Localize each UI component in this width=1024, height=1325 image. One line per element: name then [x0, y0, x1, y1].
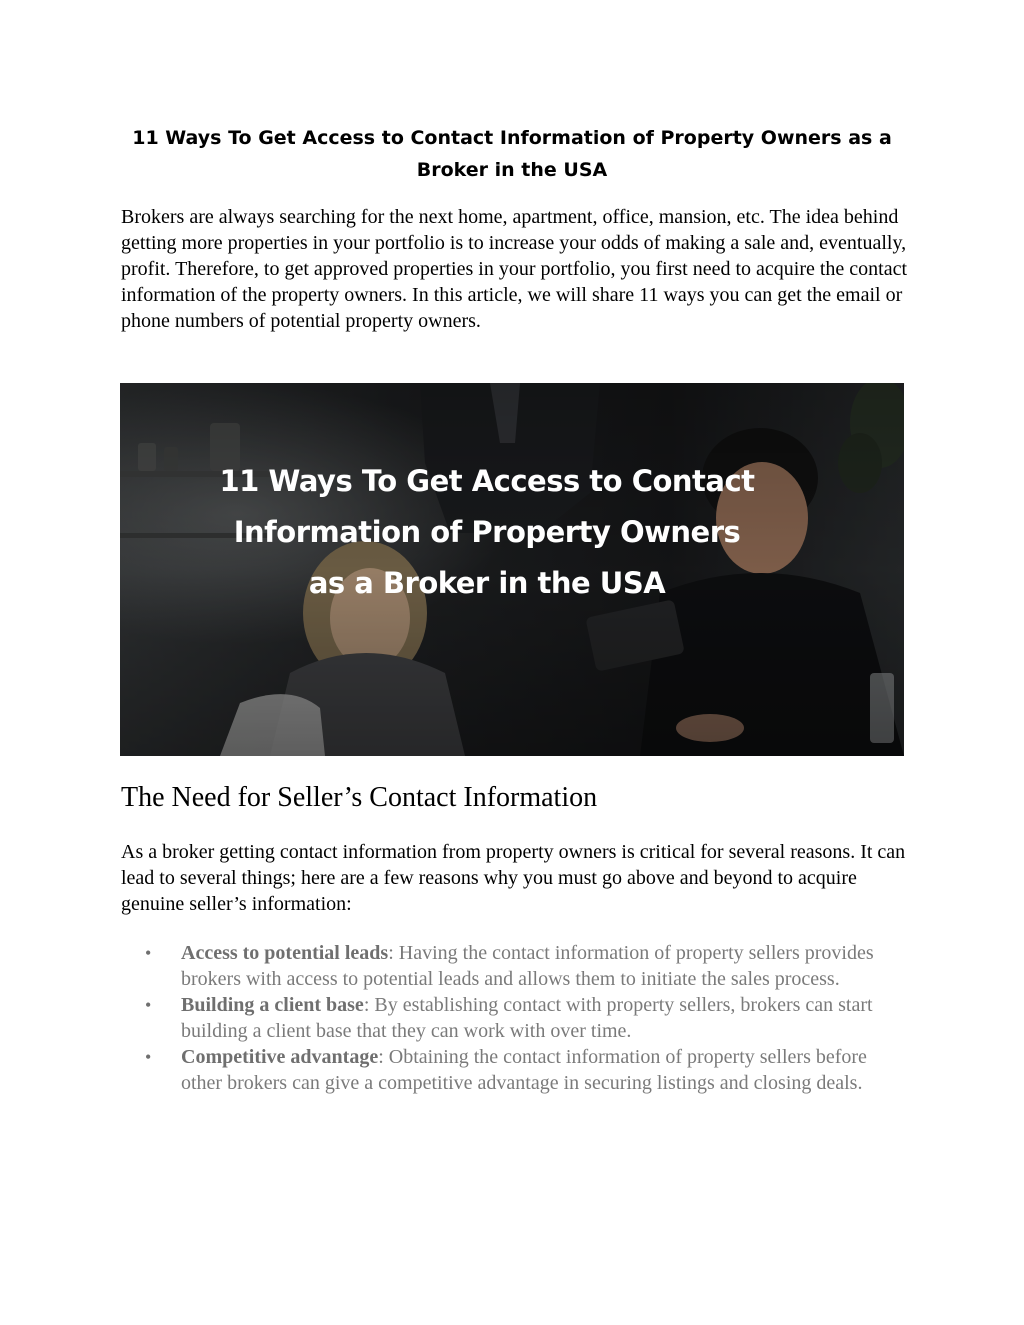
hero-image	[120, 383, 904, 756]
bullet-icon: •	[145, 943, 152, 963]
reason-text: : Having the contact information of property sellers provides brokers with access to potential leads and allows them to initiate the sales process.	[181, 942, 874, 990]
reasons-list	[121, 940, 911, 1096]
intro-paragraph: Brokers are always searching for the next home, apartment, office, mansion, etc. The idea behind getting more properties in your portfolio is to increase your odds of making a sale and, eventually, profit. Therefore, to get approved properties in your portfolio, you first need to acquire the contact information of the property owners. In this article, we will share 11 ways you can get the email or phone numbers of potential property owners.	[121, 206, 908, 332]
section-paragraph: As a broker getting contact information from property owners is critical for several reasons. It can lead to several things; here are a few reasons why you must go above and beyond to acquire genuine seller’s information:	[121, 841, 906, 915]
reason-term: Competitive advantage	[181, 1046, 379, 1068]
list-item	[121, 992, 911, 1044]
hero-overlay-text: 11 Ways To Get Access to Contact Information of Property Owners as a Broker in the USA	[219, 464, 755, 600]
section-heading: The Need for Seller’s Contact Information	[121, 782, 598, 813]
reason-text: : Obtaining the contact information of property sellers before other brokers can give a competitive advantage in securing listings and closing deals.	[181, 1046, 867, 1094]
list-item	[121, 940, 911, 992]
reason-term: Access to potential leads	[181, 942, 389, 964]
reason-text: : By establishing contact with property sellers, brokers can start building a client base that they can work with over time.	[181, 994, 873, 1042]
bullet-icon: •	[145, 995, 152, 1015]
document-title: 11 Ways To Get Access to Contact Information of Property Owners as a Broker in the USA	[132, 127, 892, 181]
list-item	[121, 1044, 911, 1096]
reason-term: Building a client base	[181, 994, 364, 1016]
bullet-icon: •	[145, 1047, 152, 1067]
